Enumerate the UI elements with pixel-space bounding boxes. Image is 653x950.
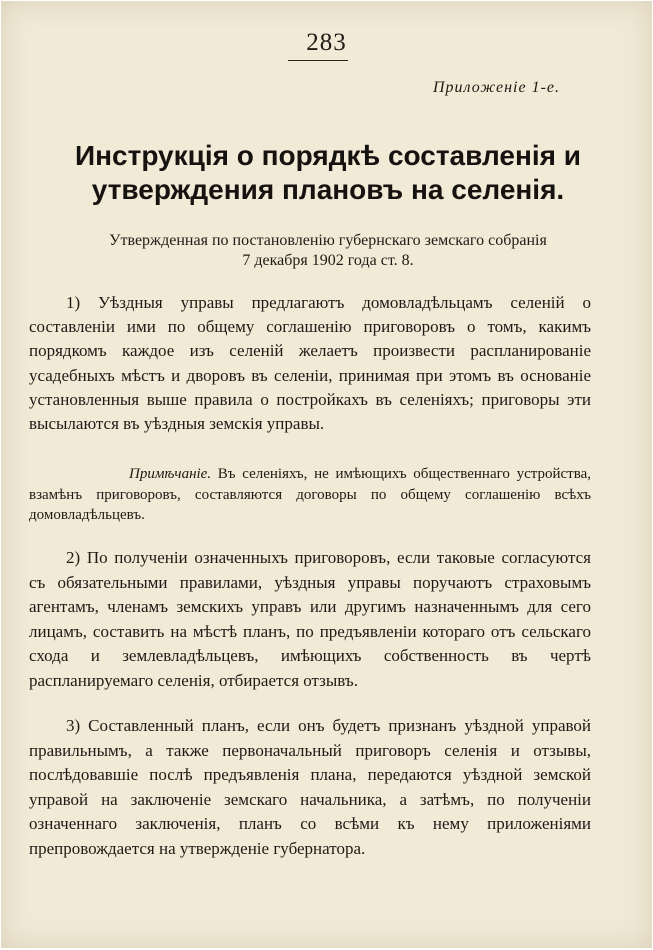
page-number: 283 [306, 29, 347, 56]
book-page [1, 1, 652, 948]
appendix-label: Приложеніе 1-е. [432, 79, 560, 96]
page-number-rule [288, 60, 348, 61]
paragraph-3: 3) Составленный планъ, если онъ будетъ признанъ уѣздной управой правильнымъ, а также первоначальный приговоръ селенія и отзывы, послѣдовавшіе послѣ предъявленія плана, передаются уѣздной земской управой на заключеніе земскаго начальника, а затѣмъ, по полученіи означеннаго заключенія, планъ со всѣми къ нему приложеніями препровождается на утвержденіе губернатора. [29, 716, 591, 858]
note-label: Примѣчаніе. [129, 466, 212, 482]
subtitle-line-1: Утвержденная по постановленію губернскаго земскаго собранія [109, 232, 547, 249]
note-text: Въ селеніяхъ, не имѣющихъ общественнаго устройства, взамѣнъ приговоровъ, составляются договоры по общему соглашенію всѣхъ домовладѣльцевъ. [29, 466, 591, 523]
document-title: Инструкція о порядкѣ составленія и утверждения плановъ на селенія. [75, 140, 581, 205]
subtitle-line-2: 7 декабря 1902 года ст. 8. [242, 252, 414, 269]
approval-subtitle [29, 231, 627, 271]
paragraph-2: 2) По полученіи означенныхъ приговоровъ, если таковые согласуются съ обязательными правилами, уѣздныя управы поручаютъ страховымъ агентамъ, членамъ земскихъ управъ или другимъ назначеннымъ для сего лицамъ, составить на мѣстѣ планъ, по предъявленіи котораго отъ сельскаго схода и землевладѣльцевъ, имѣющихъ собственность въ чертѣ распланируемаго селенія, отбирается отзывъ. [29, 548, 591, 690]
note-paragraph [29, 464, 591, 526]
paragraph-1: 1) Уѣздныя управы предлагаютъ домовладѣльцамъ селеній о составленіи ими по общему соглашенію приговоровъ о томъ, какимъ порядкомъ каждое изъ селеній желаетъ произвести распланированіе усадебныхъ мѣстъ и дворовъ въ селеніи, принимая при этомъ въ основаніе установленныя выше правила о постройкахъ въ селеніяхъ; приговоры эти высылаются въ уѣздныя земскія управы. [29, 293, 591, 434]
